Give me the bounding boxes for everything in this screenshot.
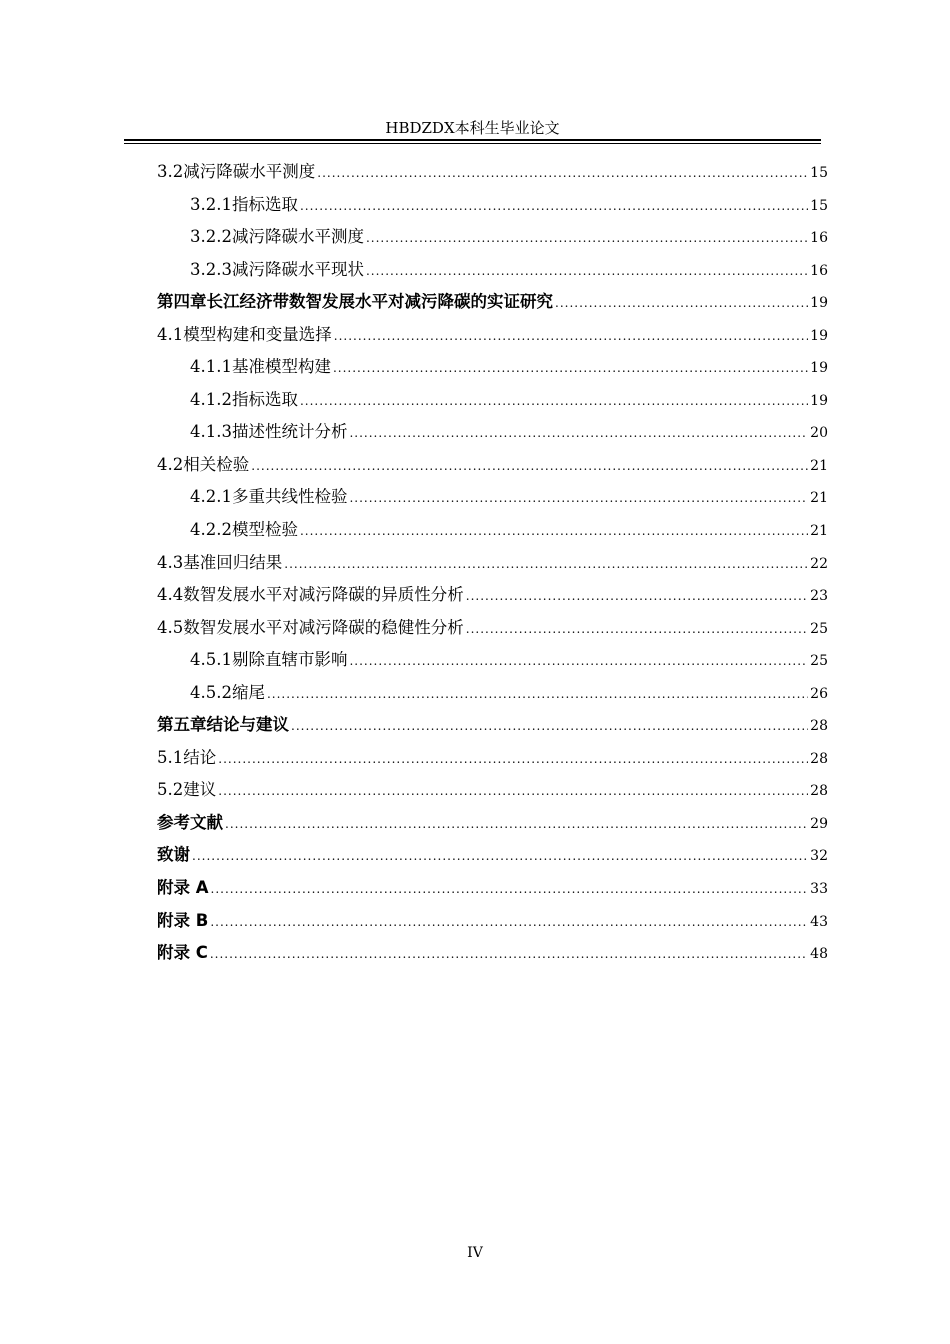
toc-entry[interactable] <box>157 384 828 417</box>
toc-dot-leader <box>466 580 808 613</box>
toc-entry-number: 4.5.2 <box>190 682 232 702</box>
toc-entry-number: 4.1.2 <box>190 389 232 409</box>
toc-entry[interactable] <box>157 742 828 775</box>
toc-entry-page: 32 <box>810 848 828 865</box>
toc-dot-leader <box>466 613 808 646</box>
toc-entry[interactable] <box>157 449 828 482</box>
toc-dot-leader <box>366 222 808 255</box>
toc-entry-page: 16 <box>810 262 828 279</box>
toc-dot-leader <box>210 938 808 971</box>
toc-entry-page: 28 <box>810 783 828 800</box>
toc-dot-leader <box>300 515 808 548</box>
page-number: IV <box>467 1245 483 1261</box>
toc-dot-leader <box>366 255 808 288</box>
toc-dot-leader <box>349 645 808 678</box>
toc-entry-page: 19 <box>810 327 828 344</box>
toc-entry-page: 25 <box>810 620 828 637</box>
toc-entry[interactable] <box>157 481 828 514</box>
toc-dot-leader <box>284 548 808 581</box>
toc-entry-page: 28 <box>810 750 828 767</box>
toc-entry-page: 29 <box>810 815 828 832</box>
toc-dot-leader <box>334 320 808 353</box>
toc-entry-title: 减污降碳水平测度 <box>231 227 364 247</box>
toc-entry-page: 25 <box>810 653 828 670</box>
toc-entry-title: 附录 C <box>157 943 208 963</box>
toc-entry-title: 建议 <box>183 780 217 800</box>
toc-entry-page: 21 <box>810 490 828 507</box>
toc-entry[interactable] <box>157 644 828 677</box>
toc-entry-number: 4.1.1 <box>190 357 232 377</box>
header-rule <box>124 139 821 141</box>
toc-dot-leader <box>225 808 808 841</box>
toc-entry-page: 19 <box>810 360 828 377</box>
toc-entry-title: 结论与建议 <box>206 715 289 735</box>
toc-entry-title: 缩尾 <box>231 682 265 702</box>
toc-entry[interactable] <box>157 839 828 872</box>
table-of-contents <box>157 156 828 970</box>
toc-dot-leader <box>349 417 808 450</box>
toc-entry-title: 数智发展水平对减污降碳的稳健性分析 <box>183 617 464 637</box>
toc-entry-page: 48 <box>810 946 828 963</box>
toc-entry[interactable] <box>157 189 828 222</box>
toc-entry[interactable] <box>157 579 828 612</box>
toc-entry[interactable] <box>157 156 828 189</box>
toc-entry-title: 长江经济带数智发展水平对减污降碳的实证研究 <box>206 292 553 312</box>
toc-dot-leader <box>349 482 808 515</box>
toc-dot-leader <box>218 743 808 776</box>
toc-entry-page: 21 <box>810 523 828 540</box>
toc-entry-title: 附录 A <box>157 878 209 898</box>
toc-dot-leader <box>218 775 808 808</box>
toc-entry-title: 基准回归结果 <box>183 552 283 572</box>
toc-entry-number: 3.2 <box>157 162 184 181</box>
toc-entry[interactable] <box>157 286 828 319</box>
toc-entry-number: 4.1.3 <box>190 422 232 442</box>
toc-entry-number: 4.2.2 <box>190 520 232 540</box>
toc-entry-page: 28 <box>810 718 828 735</box>
toc-entry-title: 指标选取 <box>231 389 298 409</box>
toc-entry-number: 4.5.1 <box>190 650 232 670</box>
toc-dot-leader <box>333 352 808 385</box>
toc-entry-number: 第四章 <box>157 292 207 312</box>
toc-entry-number: 3.2.3 <box>190 259 232 279</box>
toc-entry[interactable] <box>157 774 828 807</box>
toc-entry-number: 5.1 <box>157 747 184 767</box>
toc-dot-leader <box>300 385 808 418</box>
toc-entry[interactable] <box>157 612 828 645</box>
toc-entry[interactable] <box>157 254 828 287</box>
toc-entry-number: 4.5 <box>157 617 184 637</box>
toc-entry[interactable] <box>157 547 828 580</box>
toc-entry-title: 减污降碳水平现状 <box>231 259 364 279</box>
toc-entry[interactable] <box>157 351 828 384</box>
toc-entry-title: 附录 B <box>157 910 209 930</box>
toc-entry-page: 21 <box>810 457 828 474</box>
toc-entry[interactable] <box>157 709 828 742</box>
toc-entry-title: 数智发展水平对减污降碳的异质性分析 <box>183 585 464 605</box>
toc-entry-page: 43 <box>810 913 828 930</box>
toc-entry-page: 26 <box>810 685 828 702</box>
toc-dot-leader <box>192 840 808 873</box>
toc-entry-page: 15 <box>810 197 828 214</box>
toc-entry-page: 22 <box>810 555 828 572</box>
toc-dot-leader <box>300 190 808 223</box>
toc-dot-leader <box>291 710 808 743</box>
toc-entry[interactable] <box>157 937 828 970</box>
toc-entry-title: 剔除直辖市影响 <box>231 650 348 670</box>
toc-entry[interactable] <box>157 416 828 449</box>
toc-entry-title: 参考文献 <box>157 812 223 832</box>
header-rule-thin <box>124 143 821 144</box>
toc-entry-title: 多重共线性检验 <box>231 487 348 507</box>
toc-entry-number: 4.1 <box>157 324 184 344</box>
toc-entry-title: 基准模型构建 <box>231 357 331 377</box>
toc-entry-title: 模型检验 <box>231 520 298 540</box>
toc-entry-page: 23 <box>810 588 828 605</box>
toc-entry-title: 减污降碳水平测度 <box>183 162 316 181</box>
toc-dot-leader <box>210 906 808 939</box>
toc-entry-number: 5.2 <box>157 780 184 800</box>
toc-entry-page: 15 <box>810 165 828 181</box>
toc-dot-leader <box>317 157 808 190</box>
toc-entry[interactable] <box>157 905 828 938</box>
toc-entry[interactable] <box>157 514 828 547</box>
toc-entry-number: 3.2.1 <box>190 194 232 214</box>
toc-entry-title: 模型构建和变量选择 <box>183 324 332 344</box>
toc-entry-title: 指标选取 <box>231 194 298 214</box>
toc-entry-title: 描述性统计分析 <box>231 422 348 442</box>
toc-entry-page: 20 <box>810 425 828 442</box>
toc-entry[interactable] <box>157 807 828 840</box>
toc-entry-number: 3.2.2 <box>190 227 232 247</box>
toc-entry-number: 4.4 <box>157 585 184 605</box>
toc-entry[interactable] <box>157 872 828 905</box>
toc-dot-leader <box>211 873 809 906</box>
toc-entry-page: 16 <box>810 230 828 247</box>
toc-entry[interactable] <box>157 221 828 254</box>
toc-entry-title: 结论 <box>183 747 217 767</box>
toc-entry[interactable] <box>157 319 828 352</box>
toc-entry-number: 4.3 <box>157 552 184 572</box>
toc-dot-leader <box>267 678 808 711</box>
toc-entry-page: 33 <box>810 881 828 898</box>
toc-entry[interactable] <box>157 677 828 710</box>
toc-entry-number: 4.2 <box>157 454 184 474</box>
toc-entry-title: 致谢 <box>157 845 190 865</box>
toc-dot-leader <box>251 450 808 483</box>
toc-entry-page: 19 <box>810 295 828 312</box>
toc-entry-number: 4.2.1 <box>190 487 232 507</box>
toc-dot-leader <box>555 287 808 320</box>
toc-entry-number: 第五章 <box>157 715 207 735</box>
toc-entry-title: 相关检验 <box>183 454 250 474</box>
page-header-title: HBDZDX本科生毕业论文 <box>385 119 560 137</box>
toc-entry-page: 19 <box>810 392 828 409</box>
